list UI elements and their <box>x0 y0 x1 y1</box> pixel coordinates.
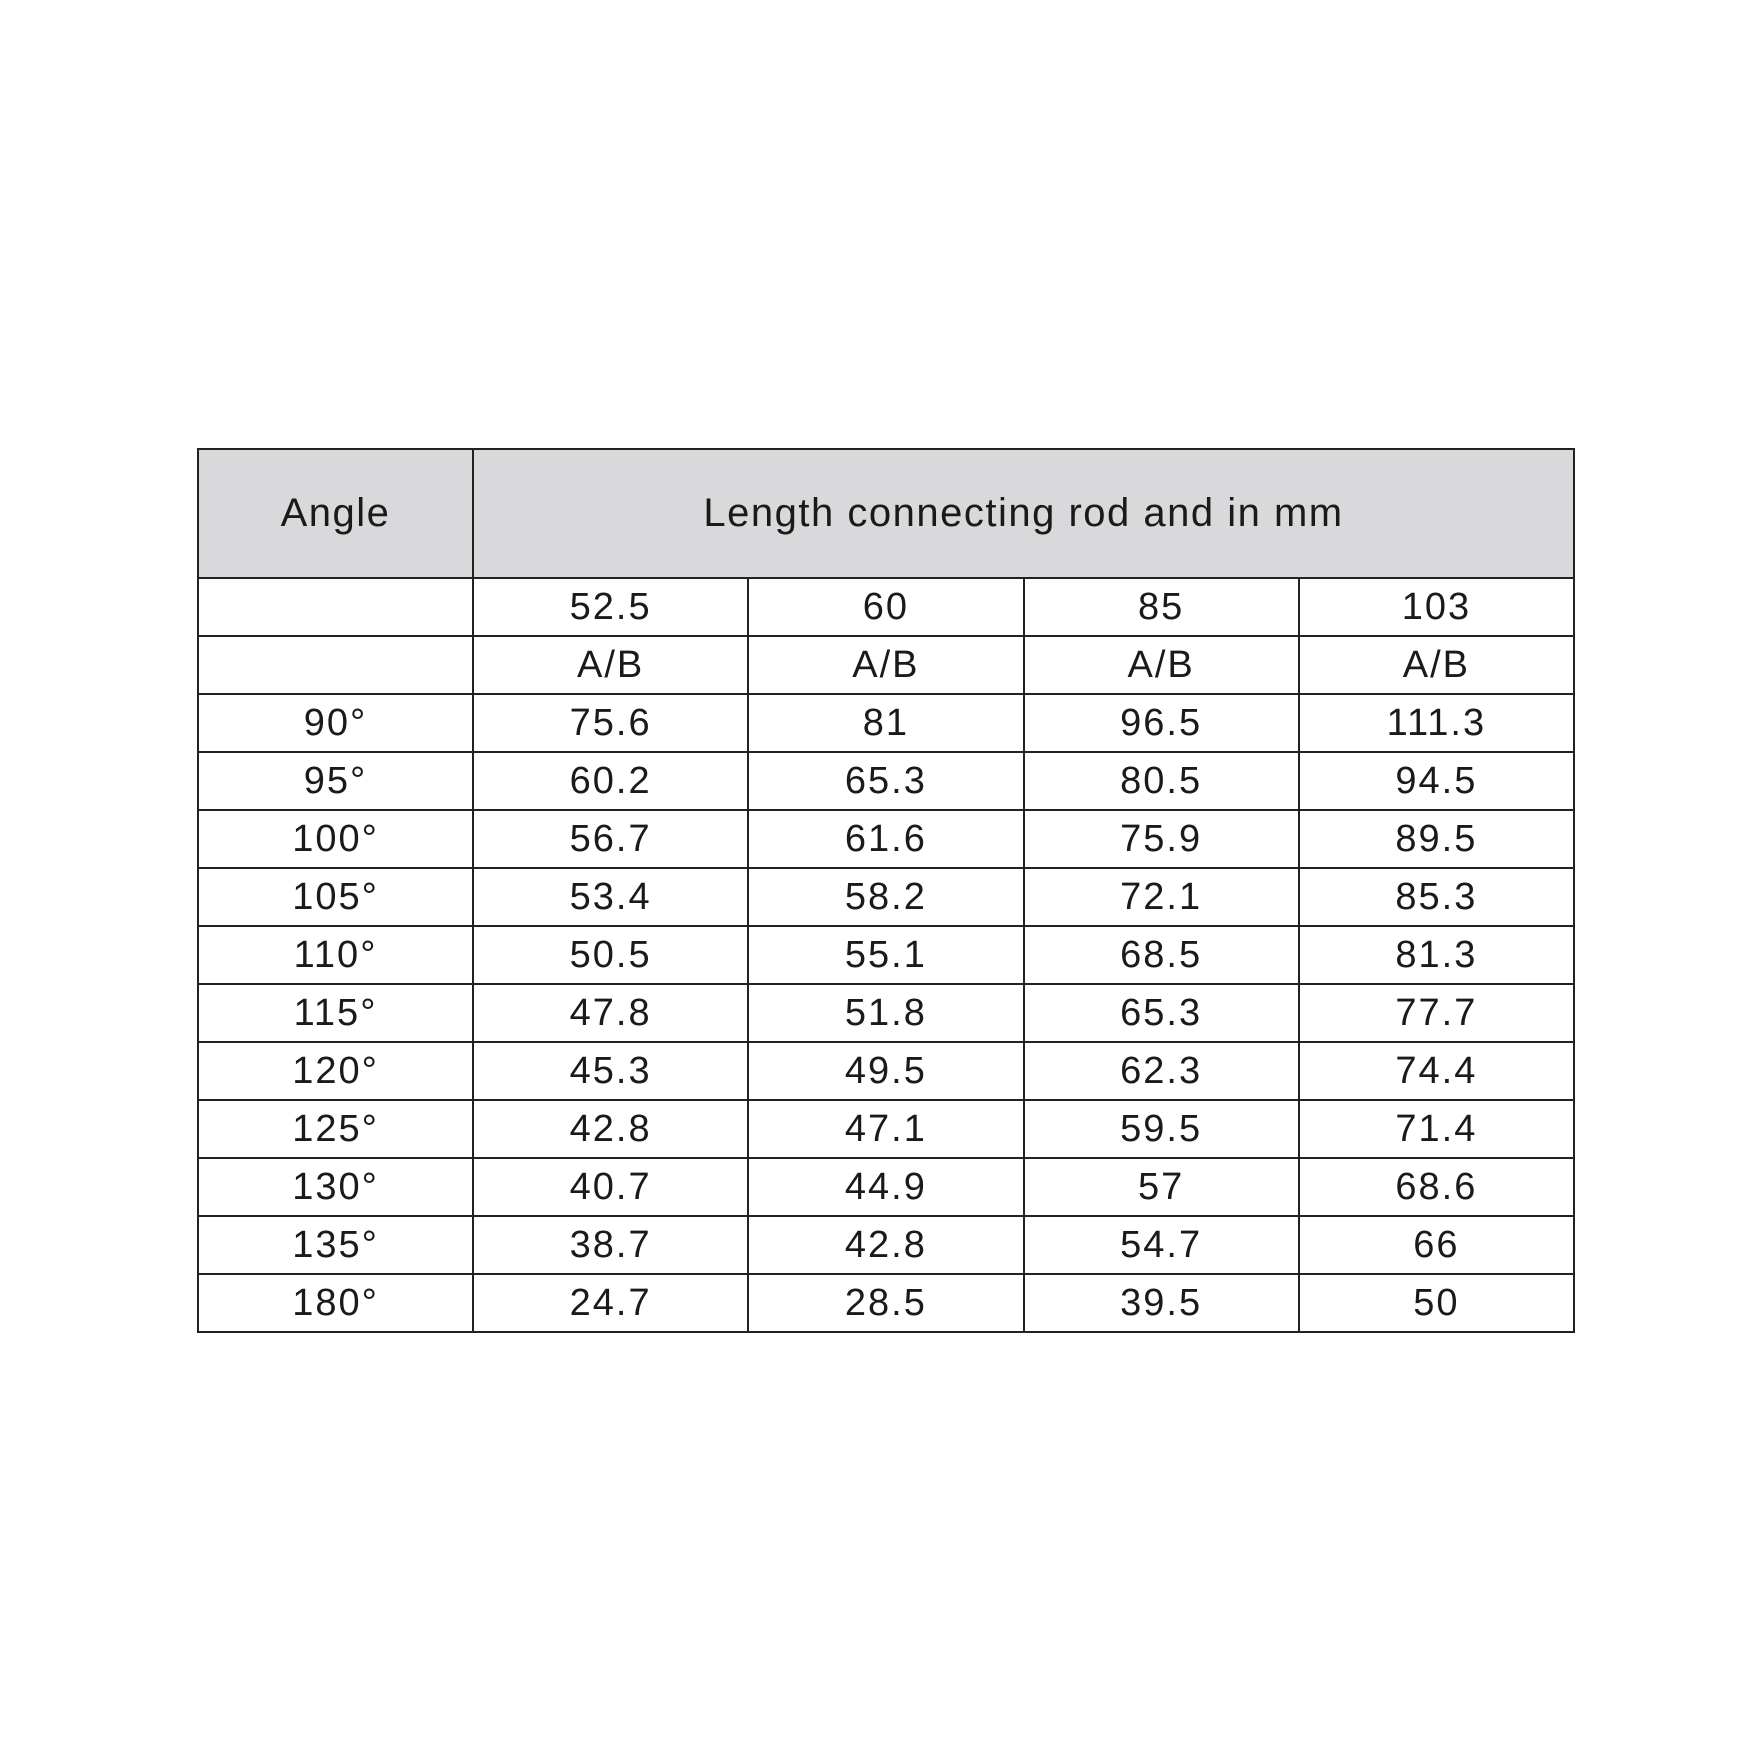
sub-label-row <box>198 636 1574 694</box>
value-cell: 85.3 <box>1299 868 1574 926</box>
value-cell: 57 <box>1024 1158 1299 1216</box>
value-cell: 50.5 <box>473 926 748 984</box>
value-cell: 111.3 <box>1299 694 1574 752</box>
value-cell: 65.3 <box>1024 984 1299 1042</box>
value-cell: 72.1 <box>1024 868 1299 926</box>
table-row <box>198 868 1574 926</box>
angle-cell: 110° <box>198 926 473 984</box>
table-row <box>198 1100 1574 1158</box>
value-cell: 94.5 <box>1299 752 1574 810</box>
sub-label-cell: A/B <box>1299 636 1574 694</box>
value-cell: 38.7 <box>473 1216 748 1274</box>
value-cell: 24.7 <box>473 1274 748 1332</box>
value-cell: 47.1 <box>748 1100 1023 1158</box>
value-cell: 40.7 <box>473 1158 748 1216</box>
value-cell: 56.7 <box>473 810 748 868</box>
value-cell: 81.3 <box>1299 926 1574 984</box>
value-cell: 77.7 <box>1299 984 1574 1042</box>
connecting-rod-length-table <box>197 448 1575 1333</box>
rod-length-row <box>198 578 1574 636</box>
table-row <box>198 1158 1574 1216</box>
rod-length-cell: 60 <box>748 578 1023 636</box>
value-cell: 81 <box>748 694 1023 752</box>
value-cell: 44.9 <box>748 1158 1023 1216</box>
value-cell: 58.2 <box>748 868 1023 926</box>
value-cell: 42.8 <box>473 1100 748 1158</box>
angle-cell: 180° <box>198 1274 473 1332</box>
value-cell: 75.6 <box>473 694 748 752</box>
table-row <box>198 1216 1574 1274</box>
value-cell: 60.2 <box>473 752 748 810</box>
table-header-row <box>198 449 1574 578</box>
value-cell: 42.8 <box>748 1216 1023 1274</box>
value-cell: 55.1 <box>748 926 1023 984</box>
rod-length-column-header: Length connecting rod and in mm <box>473 449 1574 578</box>
table-row <box>198 926 1574 984</box>
value-cell: 89.5 <box>1299 810 1574 868</box>
value-cell: 65.3 <box>748 752 1023 810</box>
value-cell: 45.3 <box>473 1042 748 1100</box>
value-cell: 66 <box>1299 1216 1574 1274</box>
table-row <box>198 694 1574 752</box>
angle-cell: 115° <box>198 984 473 1042</box>
value-cell: 28.5 <box>748 1274 1023 1332</box>
table-row <box>198 984 1574 1042</box>
value-cell: 68.6 <box>1299 1158 1574 1216</box>
value-cell: 62.3 <box>1024 1042 1299 1100</box>
rod-length-cell: 52.5 <box>473 578 748 636</box>
value-cell: 96.5 <box>1024 694 1299 752</box>
angle-cell: 130° <box>198 1158 473 1216</box>
table-row <box>198 1042 1574 1100</box>
value-cell: 75.9 <box>1024 810 1299 868</box>
sub-label-cell: A/B <box>473 636 748 694</box>
value-cell: 50 <box>1299 1274 1574 1332</box>
table-row <box>198 810 1574 868</box>
rod-length-cell: 85 <box>1024 578 1299 636</box>
empty-cell <box>198 578 473 636</box>
value-cell: 54.7 <box>1024 1216 1299 1274</box>
value-cell: 47.8 <box>473 984 748 1042</box>
angle-cell: 125° <box>198 1100 473 1158</box>
empty-cell <box>198 636 473 694</box>
angle-column-header: Angle <box>198 449 473 578</box>
value-cell: 61.6 <box>748 810 1023 868</box>
value-cell: 49.5 <box>748 1042 1023 1100</box>
value-cell: 39.5 <box>1024 1274 1299 1332</box>
value-cell: 74.4 <box>1299 1042 1574 1100</box>
sub-label-cell: A/B <box>1024 636 1299 694</box>
value-cell: 51.8 <box>748 984 1023 1042</box>
angle-cell: 100° <box>198 810 473 868</box>
value-cell: 80.5 <box>1024 752 1299 810</box>
rod-length-cell: 103 <box>1299 578 1574 636</box>
sub-label-cell: A/B <box>748 636 1023 694</box>
angle-cell: 120° <box>198 1042 473 1100</box>
table-row <box>198 1274 1574 1332</box>
angle-cell: 135° <box>198 1216 473 1274</box>
table-row <box>198 752 1574 810</box>
value-cell: 68.5 <box>1024 926 1299 984</box>
value-cell: 59.5 <box>1024 1100 1299 1158</box>
angle-cell: 90° <box>198 694 473 752</box>
value-cell: 71.4 <box>1299 1100 1574 1158</box>
angle-cell: 105° <box>198 868 473 926</box>
angle-cell: 95° <box>198 752 473 810</box>
value-cell: 53.4 <box>473 868 748 926</box>
